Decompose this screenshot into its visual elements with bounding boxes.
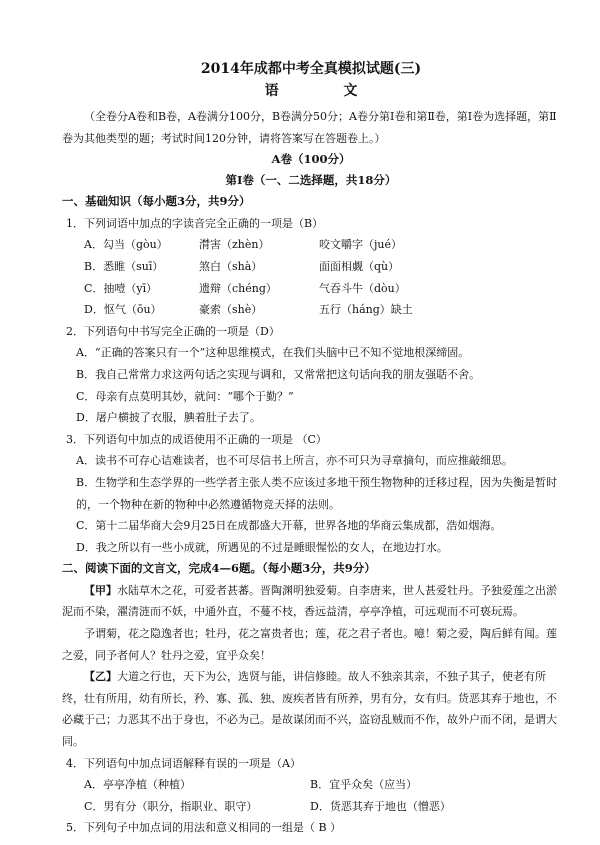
q1-option-a-1: A．勾当（gòu） [84,238,168,252]
q3-option-a: A．读书不可存心诘难读者，也不可尽信书上所言，亦不可只为寻章摘句，而应推敲细思。 [76,454,513,468]
question-2-stem: 2．下列语句中书写完全正确的一项是（D） [66,324,280,338]
question-1-stem: 1．下列词语中加点的字读音完全正确的一项是（B） [66,216,324,230]
q1-option-d-2: 豪索（shè） [199,303,263,317]
q1-option-c-3: 气吞斗牛（dòu） [319,281,406,295]
q1-option-a-3: 咬文嚼字（jué） [319,238,403,252]
part-1-title: 第Ⅰ卷（一、二选择题，共18分） [225,173,397,188]
passage-yi-p1 [62,666,560,752]
q3-option-b: B．生物学和生态学界的一些学者主张人类不应该过多地干预生物物种的迁移过程，因为失衡是暂时的，一个物种在新的物种中必然遵循物竞天择的法则。 [76,475,558,511]
passage-yi-text-1: 大道之行也，天下为公，选贤与能，讲信修睦。故人不独亲其亲，不独子其子，使老有所终，壮有所用，幼有所长，矜、寡、孤、独、废疾者皆有所养，男有分，女有归。货恶其弃于地也，不必藏于己；力恶其不出于身也，不必为己。是故谋闭而不兴，盗窃乱贼而不作，故外户而不闭，是谓大同。 [62,670,557,749]
q2-option-b: B．我自己常常力求这两句话之实现与调和，又常常把这句话向我的朋友强聒不舍。 [76,367,481,381]
q2-option-d: D．屠户横披了衣服，腆着肚子去了。 [76,411,261,425]
question-1-options [62,234,560,320]
q2-option-a: A．“正确的答案只有一个”这种思维模式，在我们头脑中已不知不觉地根深缔固。 [76,346,470,360]
exam-instructions: （全卷分A卷和B卷，A卷满分100分，B卷满分50分；A卷分第Ⅰ卷和第Ⅱ卷，第Ⅰ卷为选择题，第Ⅱ卷为其他类型的题；考试时间120分钟，请将答案写在答题卷上。） [62,110,557,145]
q4-option-a: A．亭亭净植（种植） [84,778,191,792]
q3-option-d: D．我之所以有一些小成就，所遇见的不过是睡眼惺忪的女人，在地边打水。 [76,540,448,554]
q1-option-d-3: 五行（háng）缺土 [319,303,413,317]
section-a-title: A卷（100分） [271,152,351,167]
q2-option-c: C．母亲有点莫明其妙，就问：“哪个于勤？” [76,389,294,403]
q1-option-d-1: D．怄气（ōu） [84,303,162,317]
q1-option-b-2: 煞白（shà） [199,259,263,273]
q1-option-a-2: 潸害（zhèn） [199,238,270,252]
q4-option-b: B．宜乎众矣（应当） [310,778,418,792]
passage-jia-label: 【甲】 [84,583,117,597]
q1-option-b-3: 面面相觑（qù） [319,259,400,273]
question-5-stem: 5．下列句子中加点词的用法和意义相同的一组是（ B ） [66,821,342,835]
reading-heading: 二、阅读下面的文言文，完成4—6题。（每小题3分，共9分） [62,561,376,576]
question-4-stem: 4．下列语句中加点词语解释有误的一项是（A） [66,756,301,770]
q1-option-c-2: 遗辩（chéng） [199,281,277,295]
q1-option-b-1: B．悉睢（suī） [84,259,164,273]
q4-option-c: C．男有分（职分，指职业、职守） [84,799,258,813]
question-4-options [62,774,560,817]
passage-jia-p2: 予谓菊，花之隐逸者也；牡丹，花之富贵者也；莲，花之君子者也。噫！菊之爱，陶后鲜有闻。莲之爱，同予者何人？牡丹之爱，宜乎众矣！ [62,627,557,662]
passage-yi-label: 【乙】 [84,670,117,684]
q4-option-d: D．货恶其弃于地也（憎恶） [310,799,451,813]
basic-knowledge-heading: 一、基础知识（每小题3分，共9分） [62,194,251,209]
exam-title: 2014年成都中考全真模拟试题(三) [200,61,422,77]
passage-jia-text-1: 水陆草木之花，可爱者甚蕃。晋陶渊明独爱菊。自李唐来，世人甚爱牡丹。予独爱莲之出淤泥而不染，濯清涟而不妖，中通外直，不蔓不枝，香远益清，亭亭净植，可远观而不可亵玩焉。 [62,583,557,619]
q1-option-c-1: C．抽噎（yī） [84,281,158,295]
q3-option-c: C．第十二届华商大会9月25日在成都盛大开幕，世界各地的华商云集成都，浩如烟海。 [76,519,502,533]
exam-subject: 语 文 [264,83,388,99]
passage-jia-p1 [62,580,560,623]
question-3-stem: 3．下列语句中加点的成语使用不正确的一项是 （C） [66,432,327,446]
